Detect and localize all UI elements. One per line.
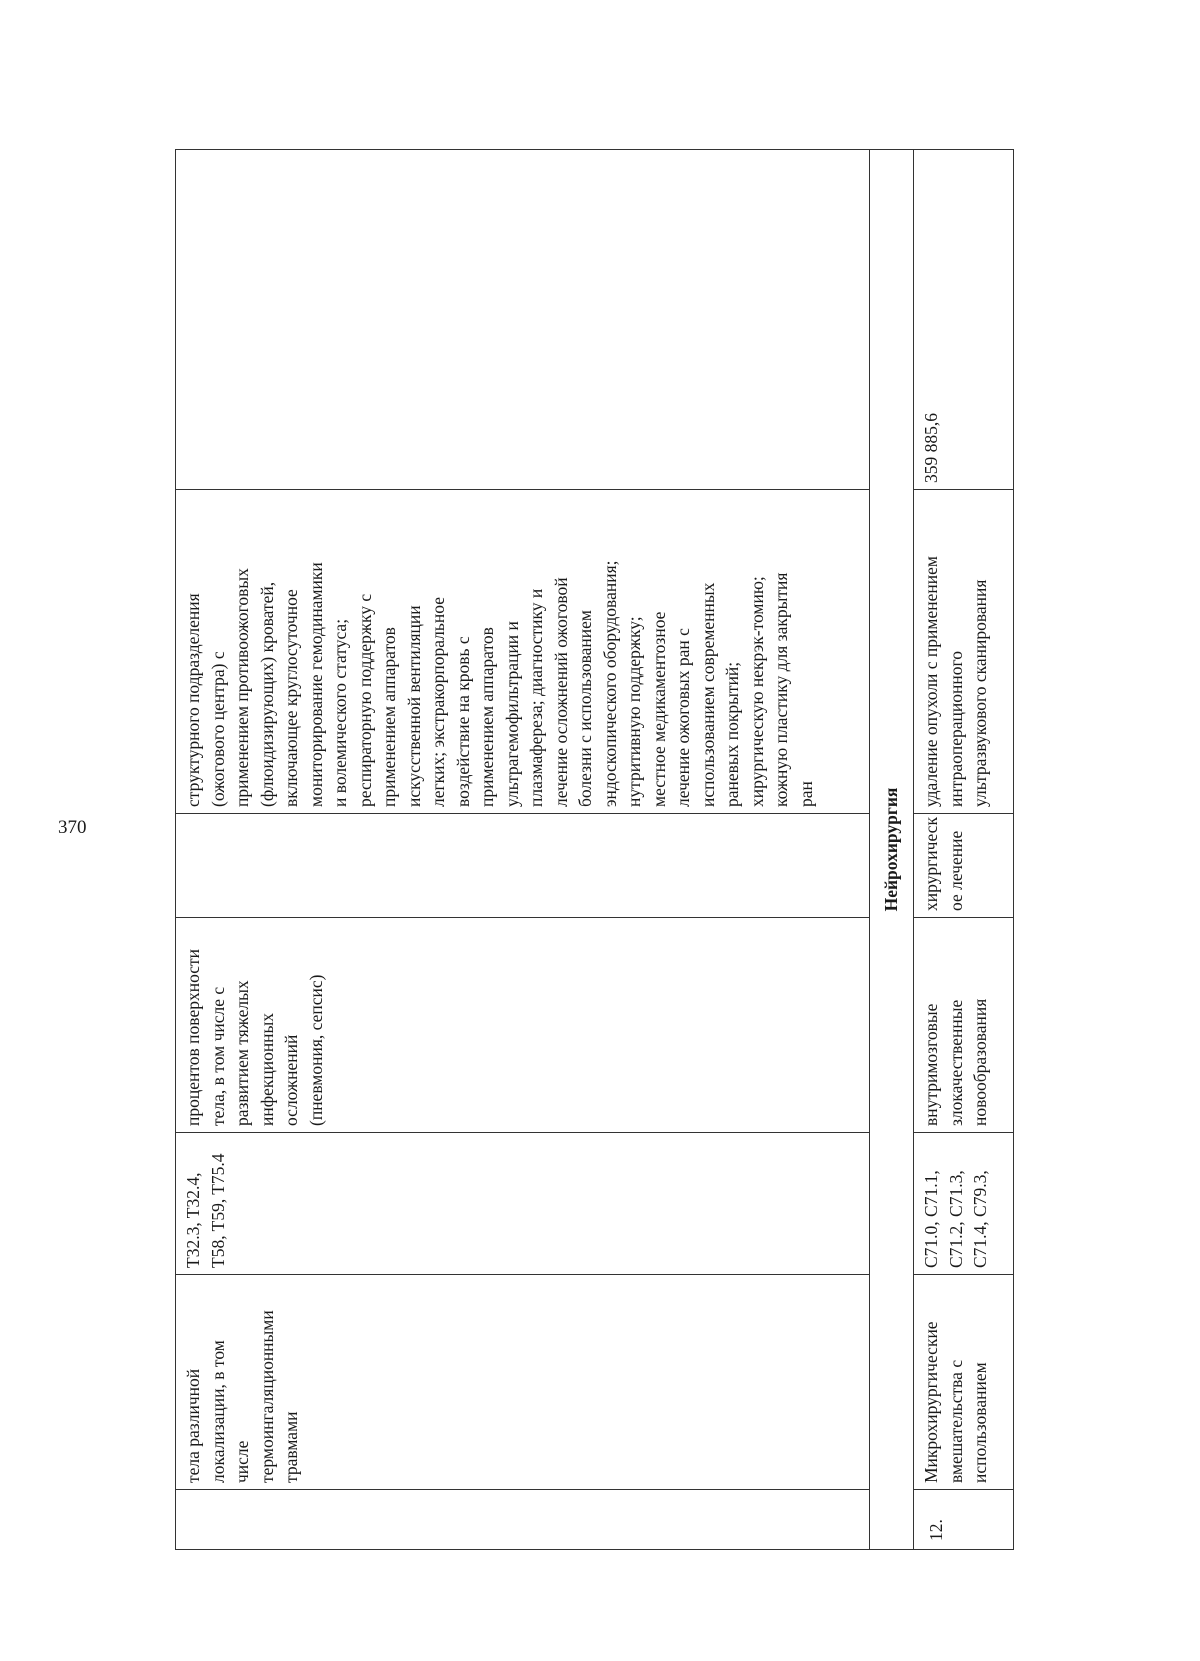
cell-model [176,918,870,1133]
cell-num [176,1490,870,1550]
row12-codes [914,1133,1014,1275]
section-title: Нейрохирургия [870,150,914,1550]
row12-model [914,918,1014,1133]
row12-method [914,490,1014,814]
row12-num [914,1490,1014,1550]
cell-cost [176,150,870,490]
row12-cost [914,150,1014,490]
row12-model-text: внутримозговые злокачественные новообразования [921,998,990,1126]
cell-codes-text: T32.3, T32.4, T58, T59, T75.4 [183,1153,228,1268]
row12-treatment-type-text: хирургическ ое лечение [921,817,966,911]
cell-model-text: процентов поверхности тела, в том числе с развитием тяжелых инфекционных осложнений (пневмония, сепсис) [183,948,326,1126]
cell-name-text: тела различной локализации, в том числе термоингаляционными травмами [183,1310,301,1483]
rotated-table-container [175,150,1013,1550]
table-row-12 [914,150,1014,1550]
cell-method [176,490,870,814]
cell-treatment-type [176,814,870,918]
row12-name-text: Микрохирургические вмешательства с использованием [921,1321,990,1483]
row12-cost-text: 359 885,6 [921,413,941,483]
row12-treatment-type [914,814,1014,918]
cell-codes [176,1133,870,1275]
row12-codes-text: C71.0, C71.1, C71.2, C71.3, C71.4, C79.3, [921,1170,990,1268]
cell-name [176,1275,870,1490]
cell-method-text: структурного подразделения (ожогового центра) с применением противоожоговых (флюидизирующих) кроватей, включающее круглосуточное мониторирование гемодинамики и волемического статуса; респираторную поддержку с применением аппаратов искусственной вентиляции легких; экстракорпоральное воздействие на кровь с применением аппаратов ультрагемофильтрации и плазмафереза; диагностику и лечение осложнений ожоговой болезни с использованием эндоскопического оборудования; нутритивную поддержку; местное медикаментозное лечение ожоговых ран с использованием современных раневых покрытий; хирургическую некрэк-томию; кожную пластику для закрытия ран [183,560,816,807]
medical-care-table [175,149,1014,1550]
page-number: 370 [58,817,87,838]
table-row-continuation [176,150,870,1550]
row12-method-text: удаление опухоли с применением интраоперационного ультразвукового сканирования [921,556,990,807]
section-row [870,150,914,1550]
row12-num-text: 12. [926,1519,946,1541]
row12-name [914,1275,1014,1490]
